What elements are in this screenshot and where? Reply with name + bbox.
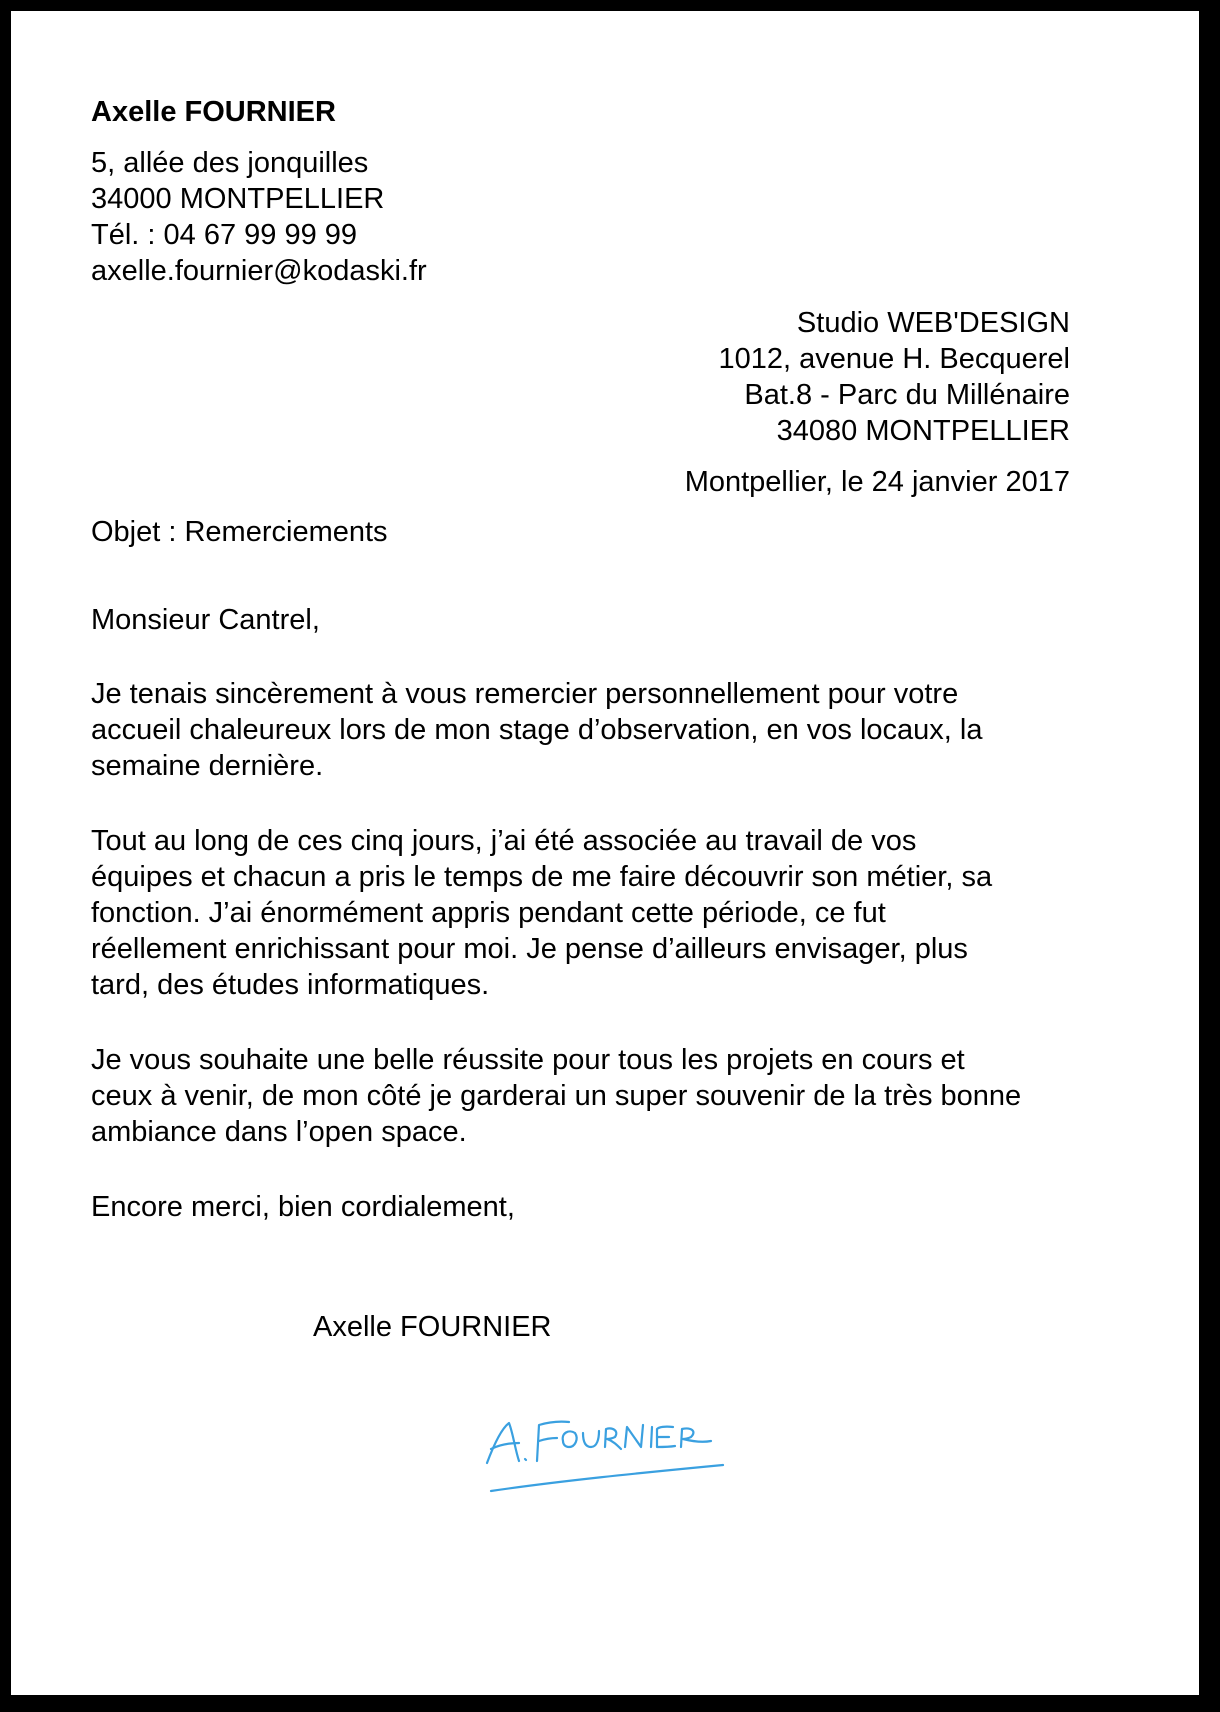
paragraph-1-line: semaine dernière. <box>91 750 324 782</box>
paragraph-2-line: équipes et chacun a pris le temps de me faire découvrir son métier, sa <box>91 861 993 893</box>
paragraph-3-line: Je vous souhaite une belle réussite pour tous les projets en cours et <box>91 1044 965 1076</box>
paragraph-3-line: ceux à venir, de mon côté je garderai un super souvenir de la très bonne <box>91 1080 1022 1112</box>
recipient-address-line1: 1012, avenue H. Becquerel <box>718 343 1070 375</box>
paragraph-2-line: tard, des études informatiques. <box>91 969 490 1001</box>
signature-mark-text: A. FOURNIER <box>479 1389 486 1390</box>
sender-address-line2: 34000 MONTPELLIER <box>91 183 385 215</box>
recipient-address-line3: 34080 MONTPELLIER <box>776 415 1070 447</box>
recipient-address-line2: Bat.8 - Parc du Millénaire <box>744 379 1070 411</box>
letter-date: Montpellier, le 24 janvier 2017 <box>684 466 1070 498</box>
letter-subject: Objet : Remerciements <box>91 516 388 548</box>
recipient-company: Studio WEB'DESIGN <box>796 307 1070 339</box>
signature-name: Axelle FOURNIER <box>313 1311 552 1343</box>
closing: Encore merci, bien cordialement, <box>91 1191 515 1223</box>
salutation: Monsieur Cantrel, <box>91 604 320 636</box>
sender-address-line1: 5, allée des jonquilles <box>91 147 369 179</box>
paragraph-2-line: Tout au long de ces cinq jours, j’ai été associée au travail de vos <box>91 825 917 857</box>
sender-name: Axelle FOURNIER <box>91 96 336 128</box>
paragraph-3-line: ambiance dans l’open space. <box>91 1116 467 1148</box>
sender-email: axelle.fournier@kodaski.fr <box>91 255 427 287</box>
handwritten-signature <box>479 1389 759 1499</box>
paragraph-2-line: fonction. J’ai énormément appris pendant cette période, ce fut <box>91 897 886 929</box>
paragraph-2-line: réellement enrichissant pour moi. Je pense d’ailleurs envisager, plus <box>91 933 968 965</box>
letter-page <box>11 11 1199 1695</box>
paragraph-1-line: accueil chaleureux lors de mon stage d’observation, en vos locaux, la <box>91 714 983 746</box>
sender-phone: Tél. : 04 67 99 99 99 <box>91 219 358 251</box>
paragraph-1-line: Je tenais sincèrement à vous remercier personnellement pour votre <box>91 678 959 710</box>
